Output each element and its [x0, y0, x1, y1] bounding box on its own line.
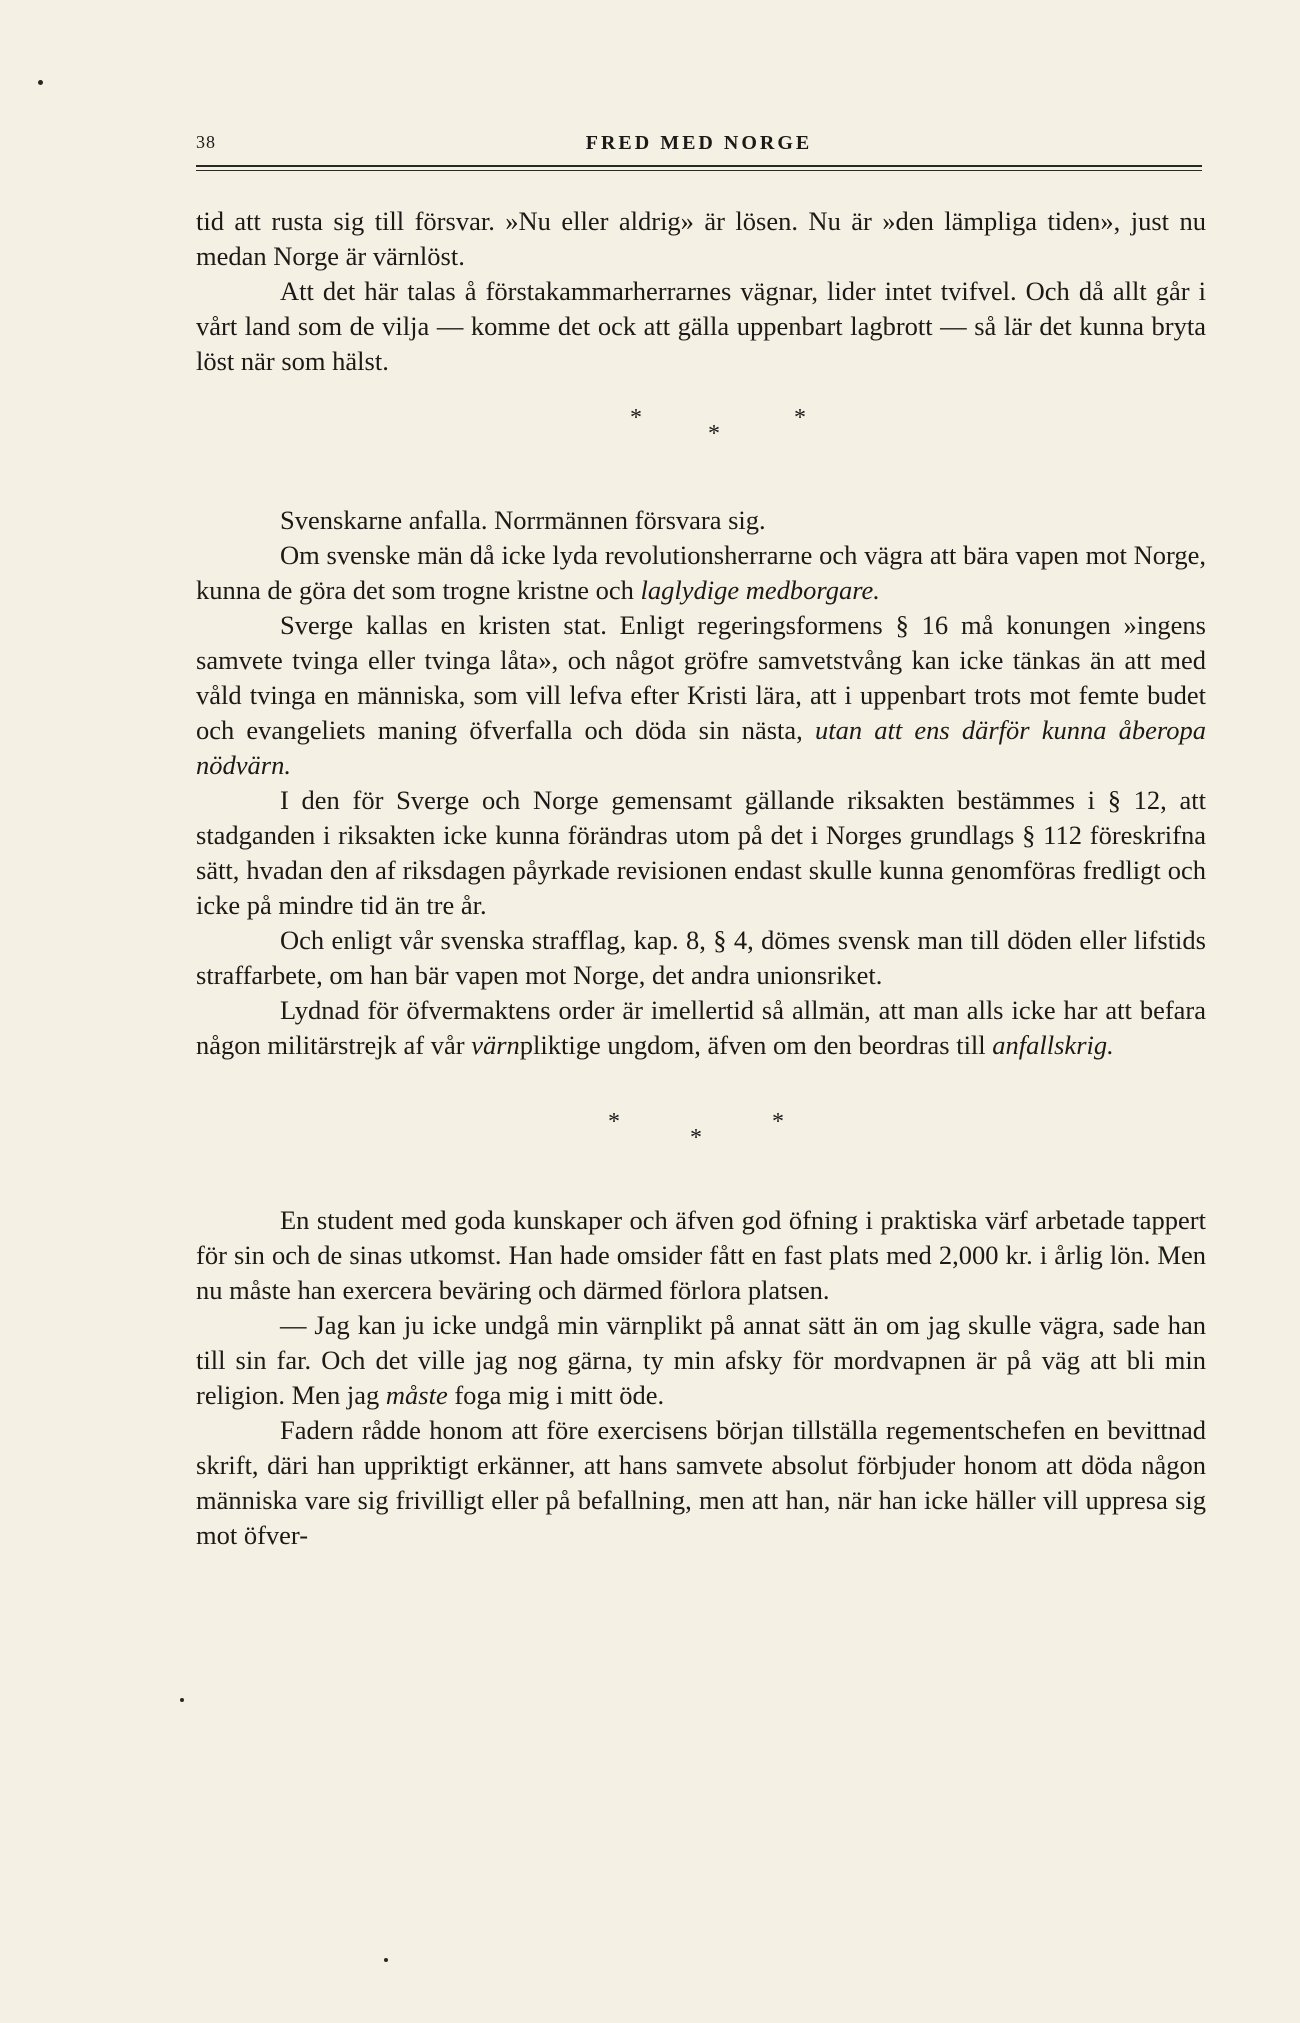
italic-phrase: måste: [385, 1380, 448, 1410]
star-middle: *: [708, 421, 720, 447]
paragraph: Att det här talas å förstakammarherrarnes vägnar, lider intet tvifvel. Och då allt går i vårt land som de vilja — komme det ock att gälla uppenbart lagbrott — så lär det kunna bryta löst när som hälst.: [196, 276, 1206, 376]
running-title: FRED MED NORGE: [585, 132, 813, 154]
paragraph-text: foga mig i mitt öde.: [447, 1380, 665, 1410]
header-rule-thin: [196, 170, 1202, 171]
paragraph: Svenskarne anfalla. Norrmännen försvara sig.: [280, 505, 766, 535]
paragraph: Och enligt vår svenska strafflag, kap. 8, § 4, dömes svensk man till döden eller lifstids straffarbete, om han bär vapen mot Norge, det andra unionsriket.: [196, 925, 1206, 990]
paragraph: [196, 538, 1206, 608]
star-right: *: [772, 1109, 784, 1135]
print-speck: [180, 1698, 184, 1702]
print-speck: [384, 1958, 388, 1962]
section-divider-stars: [196, 379, 1206, 503]
paragraph-text: Sverge kallas en kristen stat. Enligt regeringsformens § 16 må konungen »ingens samvete tvinga eller tvinga låta», och något gröfre samvetstvång kan icke tänkas än att med våld tvinga en människa, som vill lefva efter Kristi lära, att i uppenbart trots mot femte budet och evangeliets maning öfverfalla och döda sin nästa,: [196, 610, 1206, 745]
section-divider-stars: [196, 1063, 1206, 1203]
italic-phrase: laglydige medborgare.: [640, 575, 880, 605]
paragraph: En student med goda kunskaper och äfven god öfning i praktiska värf arbetade tappert för sin och de sinas utkomst. Han hade omsider fått en fast plats med 2,000 kr. i årlig lön. Men nu måste han exercera beväring och därmed förlora platsen.: [196, 1205, 1206, 1305]
italic-phrase: värn: [471, 1030, 520, 1060]
page-header: [196, 132, 1202, 166]
paragraph-text: Om svenske män då icke lyda revolutionsherrarne och vägra att bära vapen mot Norge, kunna de göra det som trogne kristne och: [196, 540, 1206, 605]
body-text: [196, 204, 1206, 1553]
paragraph-text: Lydnad för öfvermaktens order är imellertid så allmän, att man alls icke har att befara någon militärstrejk af vår: [196, 995, 1206, 1060]
italic-phrase: anfallskrig.: [992, 1030, 1114, 1060]
star-left: *: [608, 1109, 620, 1135]
paragraph: I den för Sverge och Norge gemensamt gällande riksakten bestämmes i § 12, att stadganden i riksakten icke kunna förändras utom på det i Norges grundlags § 112 föreskrifna sätt, hvadan den af riksdagen påyrkade revisionen endast skulle kunna genomföras fredligt och icke på mindre tid än tre år.: [196, 785, 1206, 920]
star-middle: *: [690, 1125, 702, 1151]
paragraph: tid att rusta sig till försvar. »Nu eller aldrig» är lösen. Nu är »den lämpliga tiden», just nu medan Norge är värnlöst.: [196, 206, 1206, 271]
paragraph: [196, 993, 1206, 1063]
header-rule: [196, 165, 1202, 167]
italic-phrase: utan att ens därför kunna åberopa nödvärn.: [196, 715, 1206, 780]
print-speck: [38, 80, 43, 85]
paragraph: Fadern rådde honom att före exercisens början tillställa regementschefen en bevittnad skrift, däri han uppriktigt erkänner, att hans samvete absolut förbjuder honom att döda någon människa vare sig frivilligt eller på befallning, men att han, när han icke häller vill uppresa sig mot öfver-: [196, 1415, 1206, 1550]
paragraph: [196, 1308, 1206, 1413]
star-left: *: [630, 405, 642, 431]
paragraph-text: pliktige ungdom, äfven om den beordras till: [519, 1030, 993, 1060]
paragraph: [196, 608, 1206, 783]
star-right: *: [794, 405, 806, 431]
page-number: 38: [196, 132, 216, 152]
paragraph-text: — Jag kan ju icke undgå min värnplikt på annat sätt än om jag skulle vägra, sade han till sin far. Och det ville jag nog gärna, ty min afsky för mordvapnen är på väg att bli min religion. Men jag: [196, 1310, 1206, 1410]
